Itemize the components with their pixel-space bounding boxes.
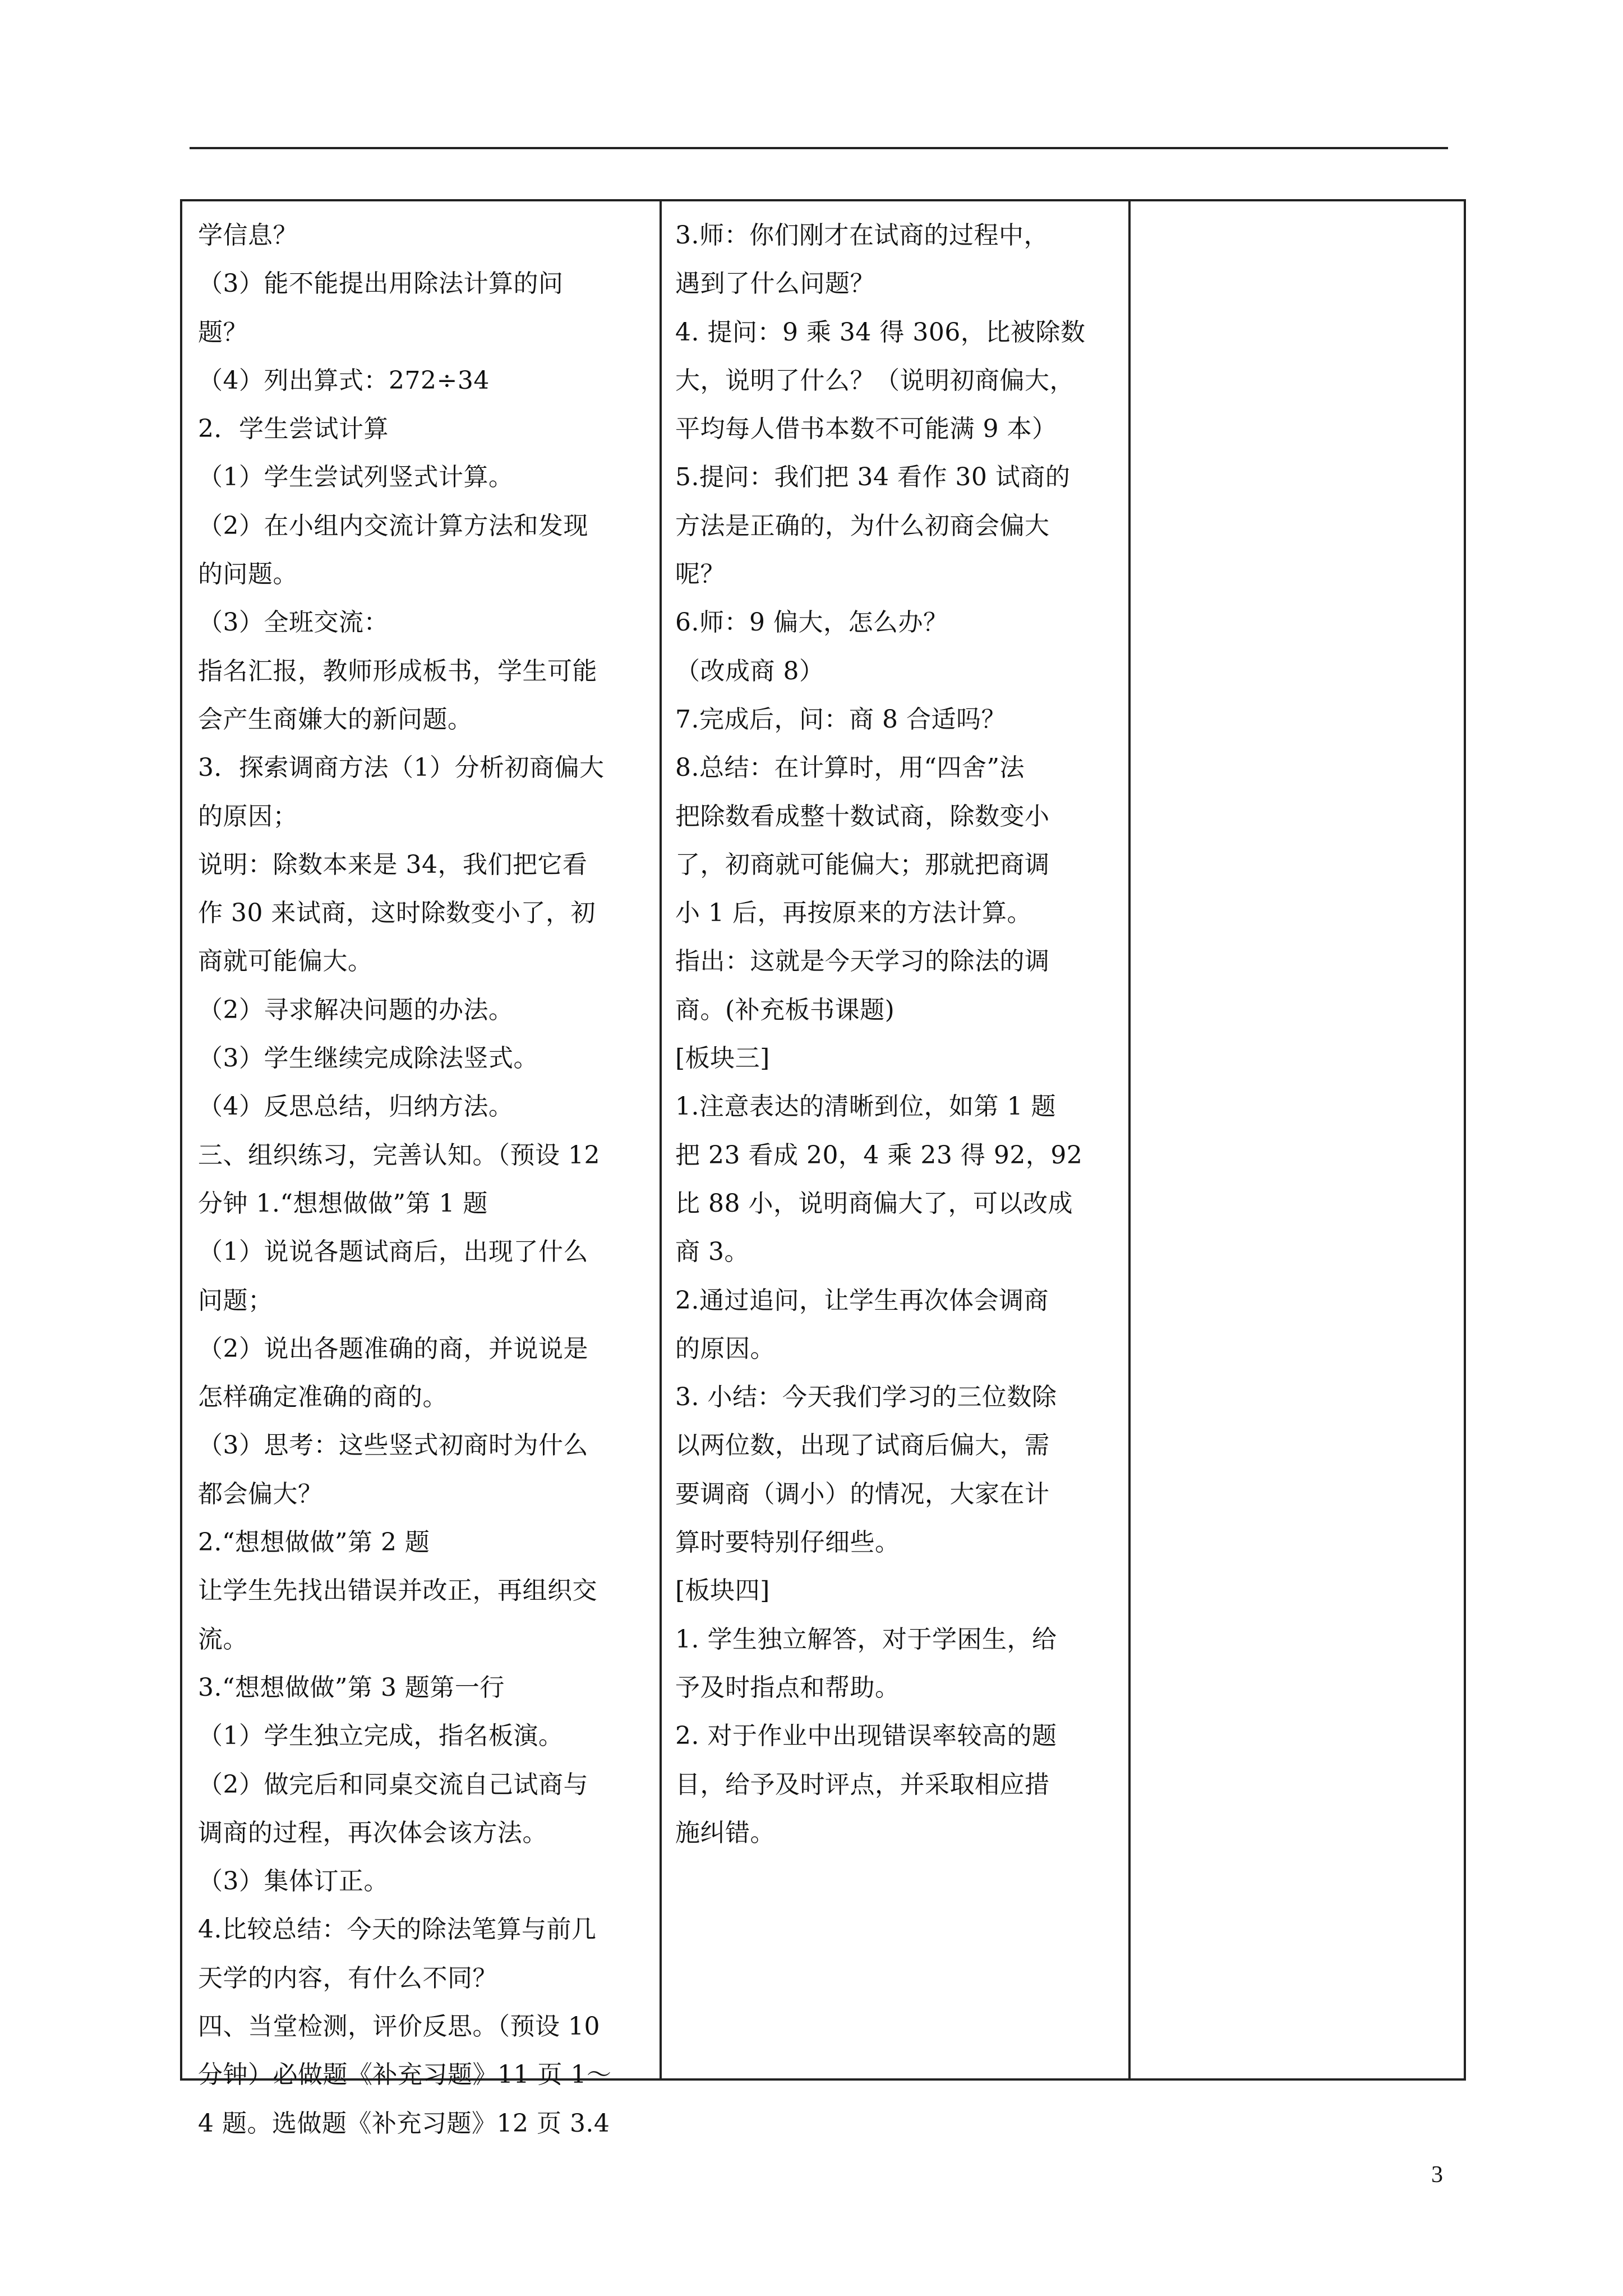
left-column-line: 2.“想想做做”第 2 题 [198,1528,430,1557]
left-column-line: 分钟）必做题《补充习题》11 页 1～ [198,2060,612,2090]
middle-column-line: 把除数看成整十数试商，除数变小 [675,802,1050,831]
middle-column-line: 6.师：9 偏大，怎么办？ [675,608,948,637]
student-activity-column [182,201,662,2138]
left-column-line: （3）全班交流： [198,608,389,637]
middle-column-line: 3.师：你们刚才在试商的过程中， [675,221,1049,250]
middle-column-line: 7.完成后，问：商 8 合适吗？ [675,705,1006,734]
left-column-line: 调商的过程，再次体会该方法。 [198,1818,547,1847]
middle-column-line: [板块四] [675,1576,770,1605]
left-column-line: （3）思考：这些竖式初商时为什么 [198,1431,588,1460]
middle-column-line: 算时要特别仔细些。 [675,1528,900,1557]
left-column-line: 四、当堂检测，评价反思。（预设 10 [198,2012,600,2041]
left-column-line: （2）做完后和同桌交流自己试商与 [198,1770,588,1799]
header-rule [190,147,1448,149]
left-column-line: 作 30 来试商，这时除数变小了，初 [198,899,596,928]
left-column-line: 指名汇报，教师形成板书，学生可能 [198,656,597,685]
middle-column-line: 把 23 看成 20，4 乘 23 得 92，92 [675,1140,1083,1170]
left-column-line: 天学的内容，有什么不同？ [198,1963,497,1993]
left-column-line: （2）寻求解决问题的办法。 [198,995,514,1024]
left-column-line: （1）学生尝试列竖式计算。 [198,463,514,492]
left-column-line: （4）反思总结，归纳方法。 [198,1092,514,1121]
middle-column-line: 8.总结：在计算时，用“四舍”法 [675,753,1025,783]
middle-column-line: 商 3。 [675,1237,749,1267]
left-column-line: 让学生先找出错误并改正，再组织交 [198,1576,597,1605]
left-column-line: 都会偏大？ [198,1479,323,1508]
left-column-line: 商就可能偏大。 [198,947,373,976]
page-number: 3 [1431,2162,1443,2188]
middle-column-line: 商。(补充板书课题) [675,995,895,1024]
left-column-line: 2．学生尝试计算 [198,415,389,444]
middle-column-line: 指出：这就是今天学习的除法的调 [675,947,1050,976]
left-column-line: 3.“想想做做”第 3 题第一行 [198,1673,505,1702]
left-column-line: 怎样确定准确的商的。 [198,1383,448,1412]
left-column-line: 会产生商嫌大的新问题。 [198,705,473,734]
left-column-line: 3．探索调商方法（1）分析初商偏大 [198,753,605,783]
middle-column-line: 1.注意表达的清晰到位，如第 1 题 [675,1092,1056,1121]
left-column-line: 分钟 1.“想想做做”第 1 题 [198,1189,488,1218]
left-column-line: （4）列出算式：272÷34 [198,366,490,395]
middle-column-line: 2. 对于作业中出现错误率较高的题 [675,1722,1057,1751]
left-column-line: （2）说出各题准确的商，并说说是 [198,1334,588,1363]
left-column-line: （3）集体订正。 [198,1867,389,1896]
left-column-line: 的原因； [198,802,298,831]
left-column-line: （3）能不能提出用除法计算的问 [198,269,564,298]
left-column-line: 题？ [198,318,248,347]
middle-column-line: 1. 学生独立解答，对于学困生，给 [675,1625,1057,1654]
left-column-line: 说明：除数本来是 34，我们把它看 [198,850,588,879]
middle-column-line: 2.通过追问，让学生再次体会调商 [675,1286,1049,1315]
left-column-line: （1）学生独立完成，指名板演。 [198,1722,564,1751]
left-column-line: 三、组织练习，完善认知。（预设 12 [198,1140,600,1170]
middle-column-line: 呢？ [675,560,725,589]
middle-column-line: 平均每人借书本数不可能满 9 本） [675,415,1057,444]
middle-column-line: （改成商 8） [675,656,824,685]
middle-column-line: 施纠错。 [675,1818,775,1847]
middle-column-line: 5.提问：我们把 34 看作 30 试商的 [675,463,1071,492]
left-column-line: 学信息？ [198,221,298,250]
left-column-line: （1）说说各题试商后，出现了什么 [198,1237,588,1267]
left-column-line: （2）在小组内交流计算方法和发现 [198,511,588,540]
middle-column-line: 3. 小结：今天我们学习的三位数除 [675,1383,1057,1412]
middle-column-line: 了，初商就可能偏大；那就把商调 [675,850,1050,879]
middle-column-line: 比 88 小，说明商偏大了，可以改成 [675,1189,1073,1218]
left-column-line: 问题； [198,1286,273,1315]
left-column-line: （3）学生继续完成除法竖式。 [198,1044,538,1073]
middle-column-line: 目，给予及时评点，并采取相应措 [675,1770,1050,1799]
middle-column-line: 小 1 后，再按原来的方法计算。 [675,899,1032,928]
left-column-line: 4.比较总结：今天的除法笔算与前几 [198,1915,597,1944]
middle-column-line: [板块三] [675,1044,770,1073]
middle-column-line: 的原因。 [675,1334,775,1363]
remarks-column [1131,201,1464,2078]
middle-column-line: 大，说明了什么？（说明初商偏大， [675,366,1075,395]
middle-column-line: 要调商（调小）的情况，大家在计 [675,1479,1050,1508]
teacher-notes-column [662,201,1131,2078]
middle-column-line: 4. 提问：9 乘 34 得 306，比被除数 [675,318,1086,347]
left-column-line: 的问题。 [198,560,298,589]
middle-column-line: 遇到了什么问题？ [675,269,875,298]
middle-column-line: 予及时指点和帮助。 [675,1673,900,1702]
middle-column-line: 方法是正确的，为什么初商会偏大 [675,511,1050,540]
lesson-table [180,199,1466,2138]
left-column-line: 流。 [198,1625,248,1654]
left-column-line: 4 题。选做题《补充习题》12 页 3.4 [198,2109,610,2138]
middle-column-line: 以两位数，出现了试商后偏大，需 [675,1431,1050,1460]
